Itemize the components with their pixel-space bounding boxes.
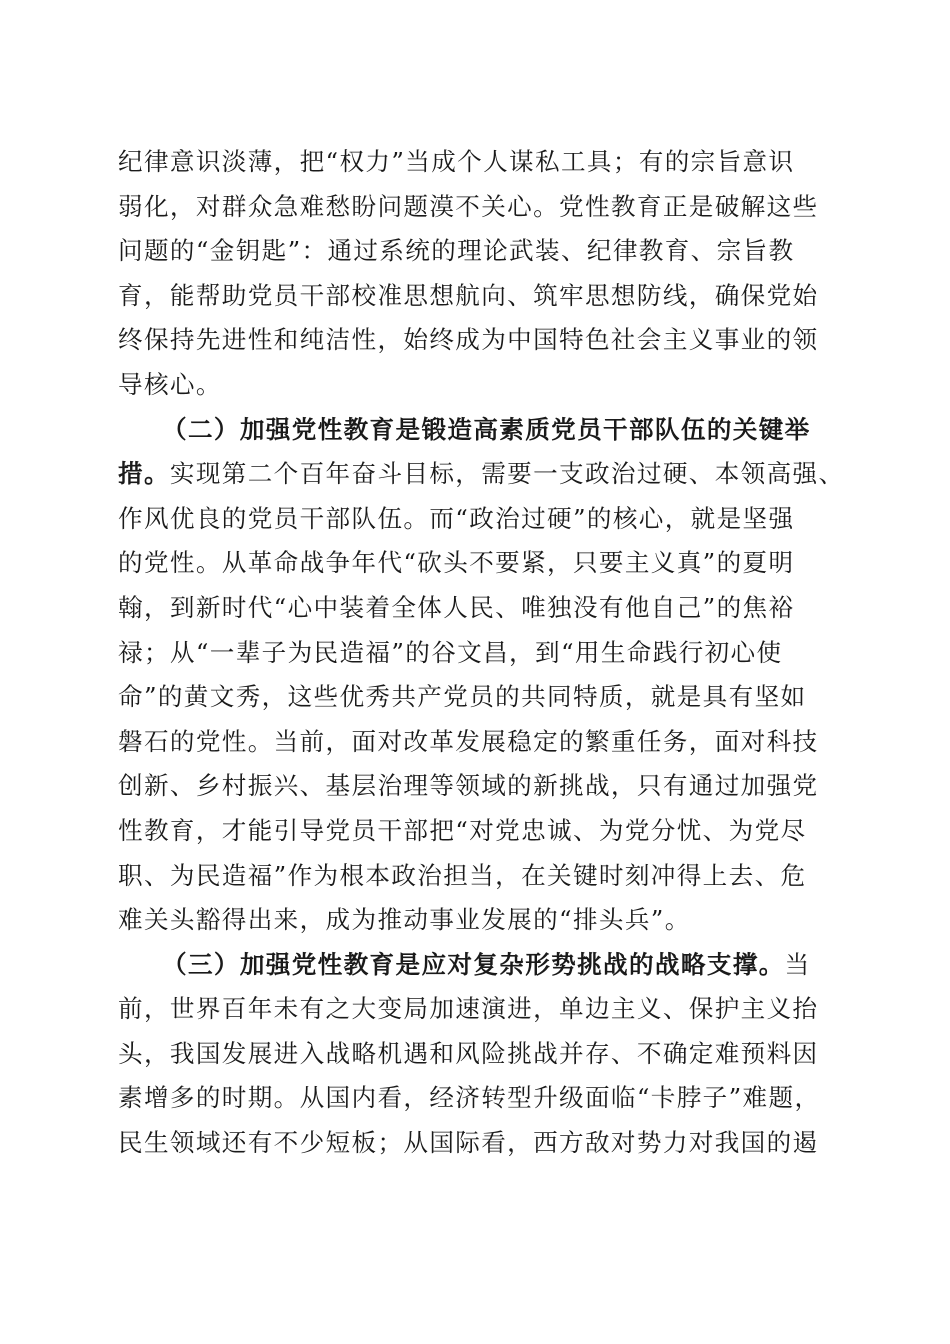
paragraph-line: 素增多的时期。从国内看，经济转型升级面临“卡脖子”难题， <box>118 1083 821 1113</box>
paragraph-line: 终保持先进性和纯洁性，始终成为中国特色社会主义事业的领 <box>118 325 819 355</box>
paragraph-line: 禄；从“一辈子为民造福”的谷文昌，到“用生命践行初心使 <box>118 637 783 667</box>
section-2-heading-text: （二）加强党性教育是锻造高素质党员干部队伍的关键举 <box>162 414 811 444</box>
paragraph-line: 问题的“金钥匙”：通过系统的理论武装、纪律教育、宗旨教 <box>118 236 795 266</box>
paragraph-line: 难关头豁得出来，成为推动事业发展的“排头兵”。 <box>118 905 691 935</box>
paragraph-line: 民生领域还有不少短板；从国际看，西方敌对势力对我国的遏 <box>118 1128 819 1158</box>
paragraph-line: 磐石的党性。当前，面对改革发展稳定的繁重任务，面对科技 <box>118 726 819 756</box>
section-2-text: 实现第二个百年奋斗目标，需要一支政治过硬、本领高强、 <box>169 459 845 489</box>
section-3-heading <box>118 943 832 988</box>
paragraph-line: 前，世界百年未有之大变局加速演进，单边主义、保护主义抬 <box>118 994 819 1024</box>
paragraph-line: 翰，到新时代“心中装着全体人民、唯独没有他自己”的焦裕 <box>118 592 795 622</box>
paragraph-line: 育，能帮助党员干部校准思想航向、筑牢思想防线，确保党始 <box>118 280 819 310</box>
paragraph-line: 纪律意识淡薄，把“权力”当成个人谋私工具；有的宗旨意识 <box>118 147 795 176</box>
paragraph-line <box>118 452 845 497</box>
paragraph-line: 职、为民造福”作为根本政治担当，在关键时刻冲得上去、危 <box>118 860 807 890</box>
paragraph-line: 头，我国发展进入战略机遇和风险挑战并存、不确定难预料因 <box>118 1038 819 1068</box>
section-2-heading <box>118 408 832 453</box>
paragraph-line: 命”的黄文秀，这些优秀共产党员的共同特质，就是具有坚如 <box>118 682 807 712</box>
document-body <box>118 140 845 1166</box>
paragraph-line: 导核心。 <box>118 369 222 399</box>
section-3-heading-text: （三）加强党性教育是应对复杂形势挑战的战略支撑。 <box>162 949 785 979</box>
section-2-heading-end: 措。 <box>118 459 170 489</box>
paragraph-line: 创新、乡村振兴、基层治理等领域的新挑战，只有通过加强党 <box>118 771 819 801</box>
paragraph-line: 作风优良的党员干部队伍。而“政治过硬”的核心，就是坚强 <box>118 503 795 533</box>
paragraph-line: 弱化，对群众急难愁盼问题漠不关心。党性教育正是破解这些 <box>118 191 819 221</box>
section-3-text: 当 <box>784 949 811 979</box>
paragraph-line: 性教育，才能引导党员干部把“对党忠诚、为党分忧、为党尽 <box>118 815 807 845</box>
paragraph-line: 的党性。从革命战争年代“砍头不要紧，只要主义真”的夏明 <box>118 548 795 578</box>
